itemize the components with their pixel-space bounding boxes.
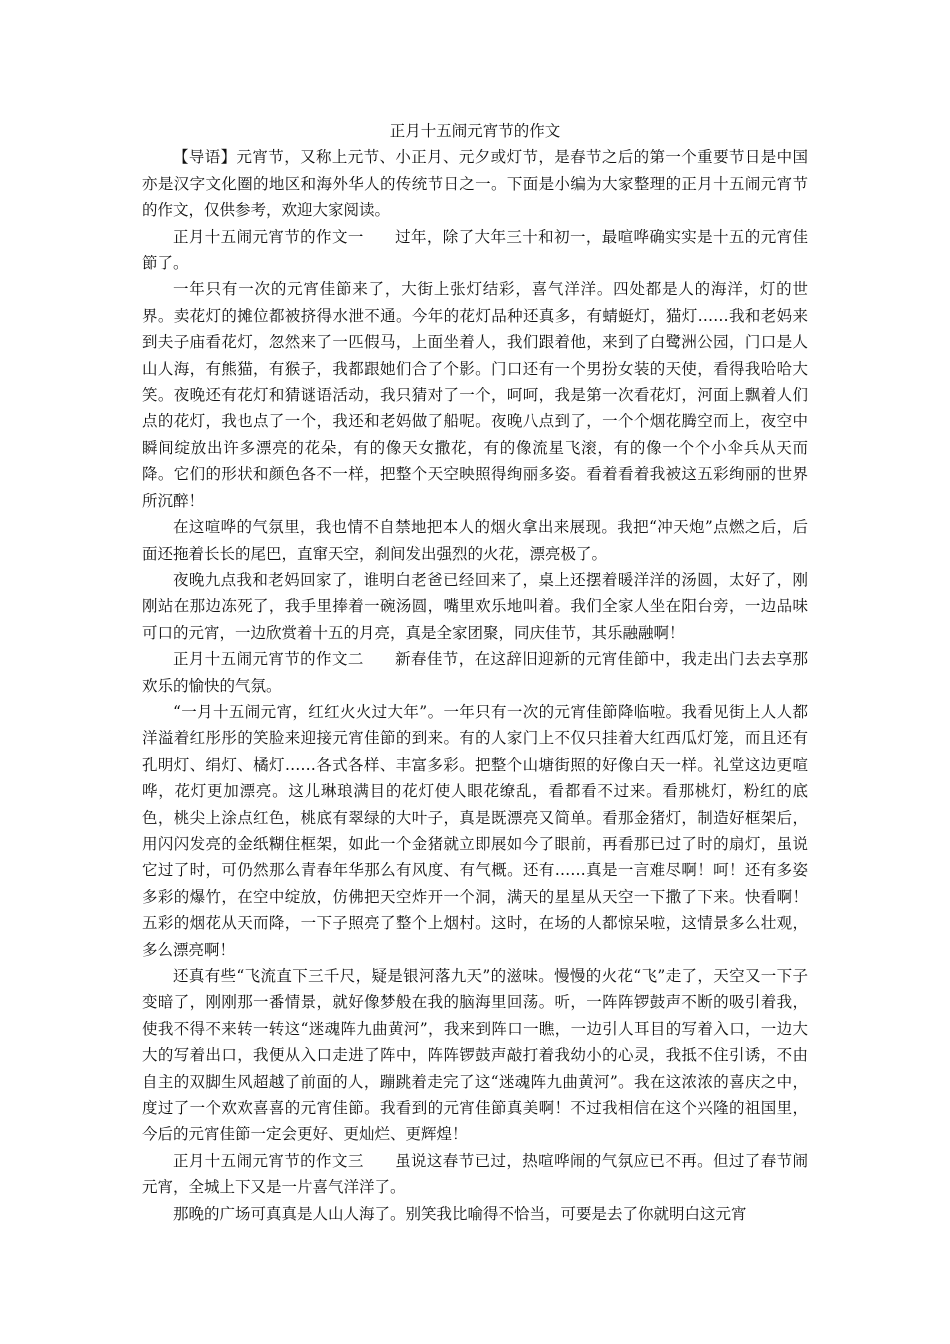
essay-two-heading: 正月十五闹元宵节的作文二 xyxy=(173,650,364,669)
essay-one-heading: 正月十五闹元宵节的作文一 xyxy=(173,227,364,246)
intro-paragraph: 【导语】元宵节，又称上元节、小正月、元夕或灯节，是春节之后的第一个重要节日是中国亦是汉字文化圈的地区和海外华人的传统节日之一。下面是小编为大家整理的正月十五闹元宵节的作文，仅供参考，欢迎大家阅读。 xyxy=(142,148,808,220)
essay-one-paragraph-1: 一年只有一次的元宵佳節来了，大街上张灯结彩，喜气洋洋。四处都是人的海洋，灯的世界。卖花灯的摊位都被挤得水泄不通。今年的花灯品种还真多，有蜻蜓灯，猫灯……我和老妈来到夫子庙看花灯，忽然来了一匹假马，上面坐着人，我们跟着他，来到了白鹭洲公园，门口是人山人海，有熊猫，有猴子，我都跟她们合了个影。门口还有一个男扮女装的天使，看得我哈哈大笑。夜晚还有花灯和猜谜语活动，我只猜对了一个，呵呵，我是第一次看花灯，河面上飘着人们点的花灯，我也点了一个，我还和老妈做了船呢。夜晚八点到了，一个个烟花腾空而上，夜空中瞬间绽放出许多漂亮的花朵，有的像天女撒花，有的像流星飞滚，有的像一个个小伞兵从天而降。它们的形状和颜色各不一样，把整个天空映照得绚丽多姿。看着看着我被这五彩绚丽的世界所沉醉！ xyxy=(142,280,808,510)
essay-two-lead: 新春佳节，在这辞旧迎新的元宵佳節中，我走出门去去享那欢乐的愉快的气氛。 xyxy=(142,650,808,695)
document-title: 正月十五闹元宵节的作文 xyxy=(389,122,561,140)
essay-two-paragraph-1: “一月十五闹元宵，红红火火过大年”。一年只有一次的元宵佳節降临啦。我看见街上人人都洋溢着红彤彤的笑脸来迎接元宵佳節的到来。有的人家门上不仅只挂着大红西瓜灯笼，而且还有孔明灯、绢灯、橘灯……各式各样、丰富多彩。把整个山塘街照的好像白天一样。礼堂这边更喧哗，花灯更加漂亮。这儿琳琅满目的花灯使人眼花缭乱，看都看不过来。看那桃灯，粉红的底色，桃尖上涂点红色，桃底有翠绿的大叶子，真是既漂亮又简单。看那金猪灯，制造好框架后，用闪闪发亮的金纸糊住框架，如此一个金猪就立即展如今了眼前，再看那已过了时的扇灯，虽说它过了时，可仍然那么青春年华那么有风度、有气概。还有……真是一言难尽啊！呵！还有多姿多彩的爆竹，在空中绽放，仿佛把天空炸开一个洞，满天的星星从天空一下撒了下来。快看啊！五彩的烟花从天而降，一下子照亮了整个上烟村。这时，在场的人都惊呆啦，这情景多么壮观，多么漂亮啊！ xyxy=(142,702,808,959)
essay-two-opening xyxy=(142,646,808,699)
essay-two-paragraph-2: 还真有些“飞流直下三千尺，疑是银河落九天”的滋味。慢慢的火花“飞”走了，天空又一下子变暗了，刚刚那一番情景，就好像梦般在我的脑海里回荡。听，一阵阵锣鼓声不断的吸引着我，使我不得不来转一转这“迷魂阵九曲黄河”，我来到阵口一瞧，一边引人耳目的写着入口，一边大大的写着出口，我便从入口走进了阵中，阵阵锣鼓声敲打着我幼小的心灵，我抵不住引诱，不由自主的双脚生风超越了前面的人，蹦跳着走完了这“迷魂阵九曲黄河”。我在这浓浓的喜庆之中，度过了一个欢欢喜喜的元宵佳節。我看到的元宵佳節真美啊！不过我相信在这个兴隆的祖国里，今后的元宵佳節一定会更好、更灿烂、更辉煌！ xyxy=(142,967,808,1144)
document-page xyxy=(142,118,808,1227)
essay-three-lead: 虽说这春节已过，热喧哗闹的气氛应已不再。但过了春节闹元宵，全城上下又是一片喜气洋洋了。 xyxy=(142,1151,808,1197)
essay-one-paragraph-3: 夜晚九点我和老妈回家了，谁明白老爸已经回来了，桌上还摆着暖洋洋的汤圆，太好了，刚刚站在那边冻死了，我手里捧着一碗汤圆，嘴里欢乐地叫着。我们全家人坐在阳台旁，一边品味可口的元宵，一边欣赏着十五的月亮，真是全家团聚，同庆佳节，其乐融融啊！ xyxy=(142,570,808,642)
essay-one-paragraph-2: 在这喧哗的气氛里，我也情不自禁地把本人的烟火拿出来展现。我把“冲天炮”点燃之后，后面还拖着长长的尾巴，直窜天空，刹间发出强烈的火花，漂亮极了。 xyxy=(142,518,808,563)
essay-three-paragraph-1: 那晚的广场可真真是人山人海了。别笑我比喻得不恰当，可要是去了你就明白这元宵 xyxy=(173,1204,747,1223)
essay-one-opening xyxy=(142,224,808,277)
essay-one-lead: 过年，除了大年三十和初一，最喧哗确实实是十五的元宵佳節了。 xyxy=(142,227,808,273)
essay-three-heading: 正月十五闹元宵节的作文三 xyxy=(173,1151,364,1170)
essay-three-opening xyxy=(142,1148,808,1201)
